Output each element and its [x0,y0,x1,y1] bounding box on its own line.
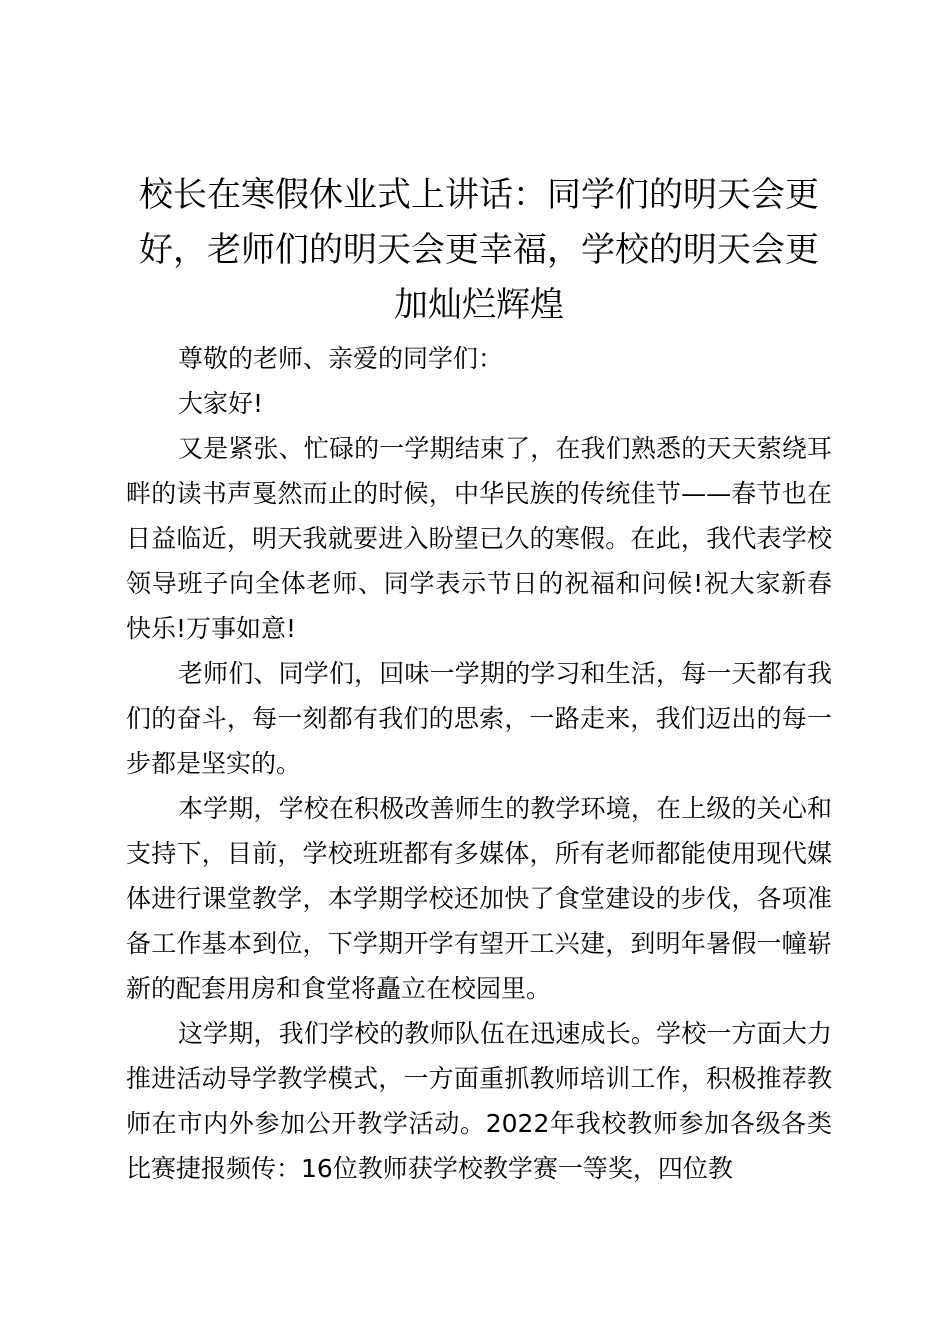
title-line: 校长在寒假休业式上讲话：同学们的明天会更 [139,175,819,215]
document-page [126,168,832,1191]
document-title [126,168,832,333]
body-paragraph: 本学期，学校在积极改善师生的教学环境，在上级的关心和支持下，目前，学校班班都有多媒体，所有老师都能使用现代媒体进行课堂教学，本学期学校还加快了食堂建设的步伐，各项准备工作基本到位，下学期开学有望开工兴建，到明年暑假一幢崭新的配套用房和食堂将矗立在校园里。 [126,794,832,1003]
title-line: 好，老师们的明天会更幸福，学校的明天会更 [139,230,819,270]
body-paragraph: 老师们、同学们，回味一学期的学习和生活，每一天都有我们的奋斗，每一刻都有我们的思索，一路走来，我们迈出的每一步都是坚实的。 [126,659,832,778]
body-paragraph: 这学期，我们学校的教师队伍在迅速成长。学校一方面大力推进活动导学教学模式，一方面重抓教师培训工作，积极推荐教师在市内外参加公开教学活动。2022年我校教师参加各级各类比赛捷报频传：16位教师获学校教学赛一等奖，四位教 [126,1019,832,1183]
salutation: 尊敬的老师、亲爱的同学们： [178,344,504,373]
document-body [126,336,832,1191]
title-line: 加灿烂辉煌 [394,285,564,325]
body-paragraph: 又是紧张、忙碌的一学期结束了，在我们熟悉的天天萦绕耳畔的读书声戛然而止的时候，中华民族的传统佳节——春节也在日益临近，明天我就要进入盼望已久的寒假。在此，我代表学校领导班子向全体老师、同学表示节日的祝福和问候!祝大家新春快乐!万事如意! [126,434,832,643]
greeting: 大家好! [178,389,264,418]
